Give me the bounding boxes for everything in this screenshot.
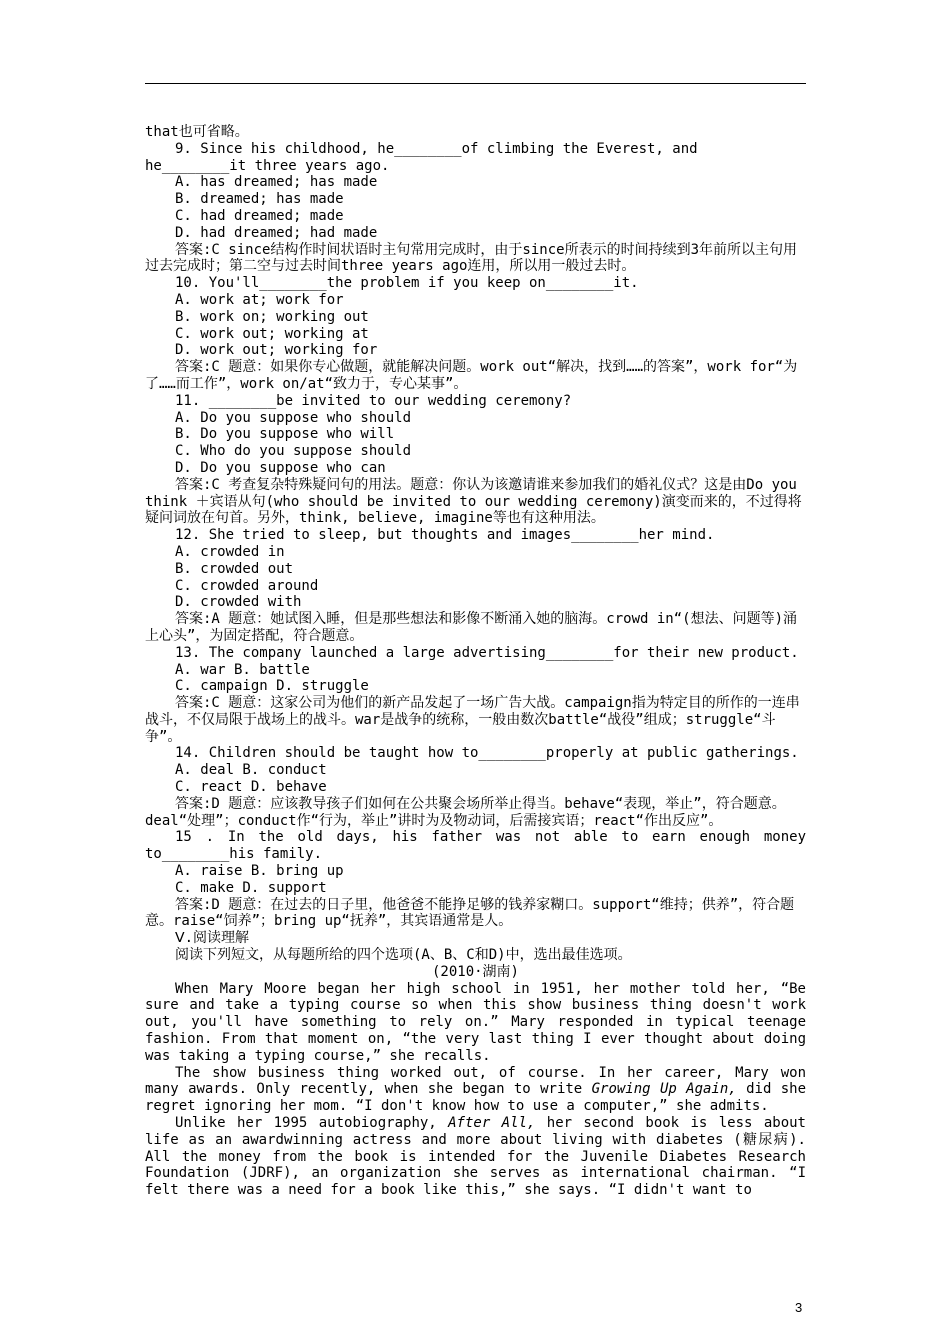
text-line: D. had dreamed; had made [175, 224, 378, 241]
text-line: C. crowded around [175, 577, 319, 594]
passage-paragraph-2 [145, 1065, 806, 1115]
text-line: B. Do you suppose who will [175, 426, 395, 443]
text-line: B. crowded out [175, 560, 294, 577]
text-line: 答案:C 题意：如果你专心做题，就能解决问题。work out“解决，找到……的答案”，work for“为了……而工作”，work on/at“致力于，专心某事”。 [145, 359, 798, 392]
text-line: B. dreamed; has made [175, 191, 344, 208]
text-line: A. work at; work for [175, 291, 344, 308]
text-line: A. has dreamed; has made [175, 174, 378, 191]
text-line: (2010·湖南) [431, 963, 519, 980]
book-title-after-all: After All, [448, 1115, 536, 1132]
text-line: C. react D. behave [175, 779, 327, 796]
text-line: A. war B. battle [175, 661, 310, 678]
text-line: 答案:C 考查复杂特殊疑问句的用法。题意：你认为该邀请谁来参加我们的婚礼仪式？这是由Do you think ＋宾语从句(who should be invited to our wedding ceremony)演变而来的，不过得将疑问词放在句首。另外，think, believe, imagine等也有这种用法。 [145, 476, 802, 527]
text-line: C. campaign D. struggle [175, 678, 369, 695]
question-lines [145, 124, 806, 1065]
text-line: 12. She tried to sleep, but thoughts and images________her mind. [175, 527, 715, 544]
text-line: B. work on; working out [175, 308, 369, 325]
text-line: C. Who do you suppose should [175, 443, 412, 460]
passage-paragraph-3 [145, 1115, 806, 1199]
para3-text-a: Unlike her 1995 autobiography, [175, 1115, 449, 1132]
text-line: C. work out; working at [175, 325, 369, 342]
text-line: 13. The company launched a large advertising________for their new product. [175, 644, 799, 661]
text-line: Ⅴ.阅读理解 [175, 930, 250, 947]
text-line: 答案:D 题意：在过去的日子里，他爸爸不能挣足够的钱养家糊口。support“维持；供养”，符合题意。raise“饲养”；bring up“抚养”，其宾语通常是人。 [145, 896, 795, 930]
text-line: A. raise B. bring up [175, 863, 344, 880]
text-line: 答案:A 题意：她试图入睡，但是那些想法和影像不断涌入她的脑海。crowd in“(想法、问题等)涌上心头”，为固定搭配，符合题意。 [145, 611, 797, 644]
text-line: C. had dreamed; made [175, 207, 344, 224]
text-line: that也可省略。 [145, 124, 249, 140]
text-line: 14. Children should be taught how to________properly at public gatherings. [175, 745, 799, 762]
book-title-growing-up-again: Growing Up Again, [591, 1081, 737, 1098]
para2-text-b: did she regret ignoring her mom. “I don't know how to use a computer,” she admits. [145, 1081, 807, 1115]
text-line: 答案:C 题意：这家公司为他们的新产品发起了一场广告大战。campaign指为特定目的所作的一连串战斗，不仅局限于战场上的战斗。war是战争的统称，一般由数次battle“战役”组成；struggle“斗争”。 [145, 695, 800, 745]
text-line: A. deal B. conduct [175, 762, 327, 779]
text-line: When Mary Moore began her high school in 1951, her mother told her, “Be sure and take a typing course so when this show business thing doesn't work out, you'll have something to rely on.” Mary responded in typical teenage fashion. From that moment on, “the very last thing I ever thought about doing was taking a typing course,” she recalls. [145, 980, 806, 1064]
page-body [145, 124, 806, 1199]
text-line: 15 . In the old days, his father was not able to earn enough money to________his family. [145, 829, 806, 863]
text-line: 10. You'll________the problem if you keep on________it. [175, 275, 639, 292]
page-number: 3 [795, 1300, 803, 1315]
text-line: 11. ________be invited to our wedding ceremony? [175, 392, 572, 409]
para2-text-a: The show business thing worked out, of course. In her career, Mary won many awards. Only recently, when she began to write [145, 1064, 806, 1098]
text-line: A. crowded in [175, 543, 285, 560]
text-line: 9. Since his childhood, he________of climbing the Everest, and he________it three years ago. [145, 140, 698, 174]
text-line: 答案:C since结构作时间状语时主句常用完成时，由于since所表示的时间持续到3年前所以主句用过去完成时；第二空与过去时间three years ago连用，所以用一般过去时。 [145, 241, 797, 275]
text-line: D. work out; working for [175, 342, 378, 359]
para3-text-b: her second book is less about life as an awardwinning actress and more about living with diabetes (糖尿病). All the money from the book is intended for the Juvenile Diabetes Research Foundation (JDRF), an organization she serves as international chairman. “I felt there was a need for a book like this,” she says. “I didn't want to [145, 1115, 806, 1199]
text-line: A. Do you suppose who should [175, 409, 412, 426]
text-line: D. Do you suppose who can [175, 459, 386, 476]
text-line: 阅读下列短文，从每题所给的四个选项(A、B、C和D)中，选出最佳选项。 [175, 947, 632, 964]
text-line: D. crowded with [175, 594, 302, 611]
text-line: C. make D. support [175, 879, 327, 896]
text-line: 答案:D 题意：应该教导孩子们如何在公共聚会场所举止得当。behave“表现，举止”，符合题意。deal“处理”；conduct作“行为，举止”讲时为及物动词，后需接宾语；react“作出反应”。 [145, 795, 786, 829]
header-rule [145, 83, 806, 84]
